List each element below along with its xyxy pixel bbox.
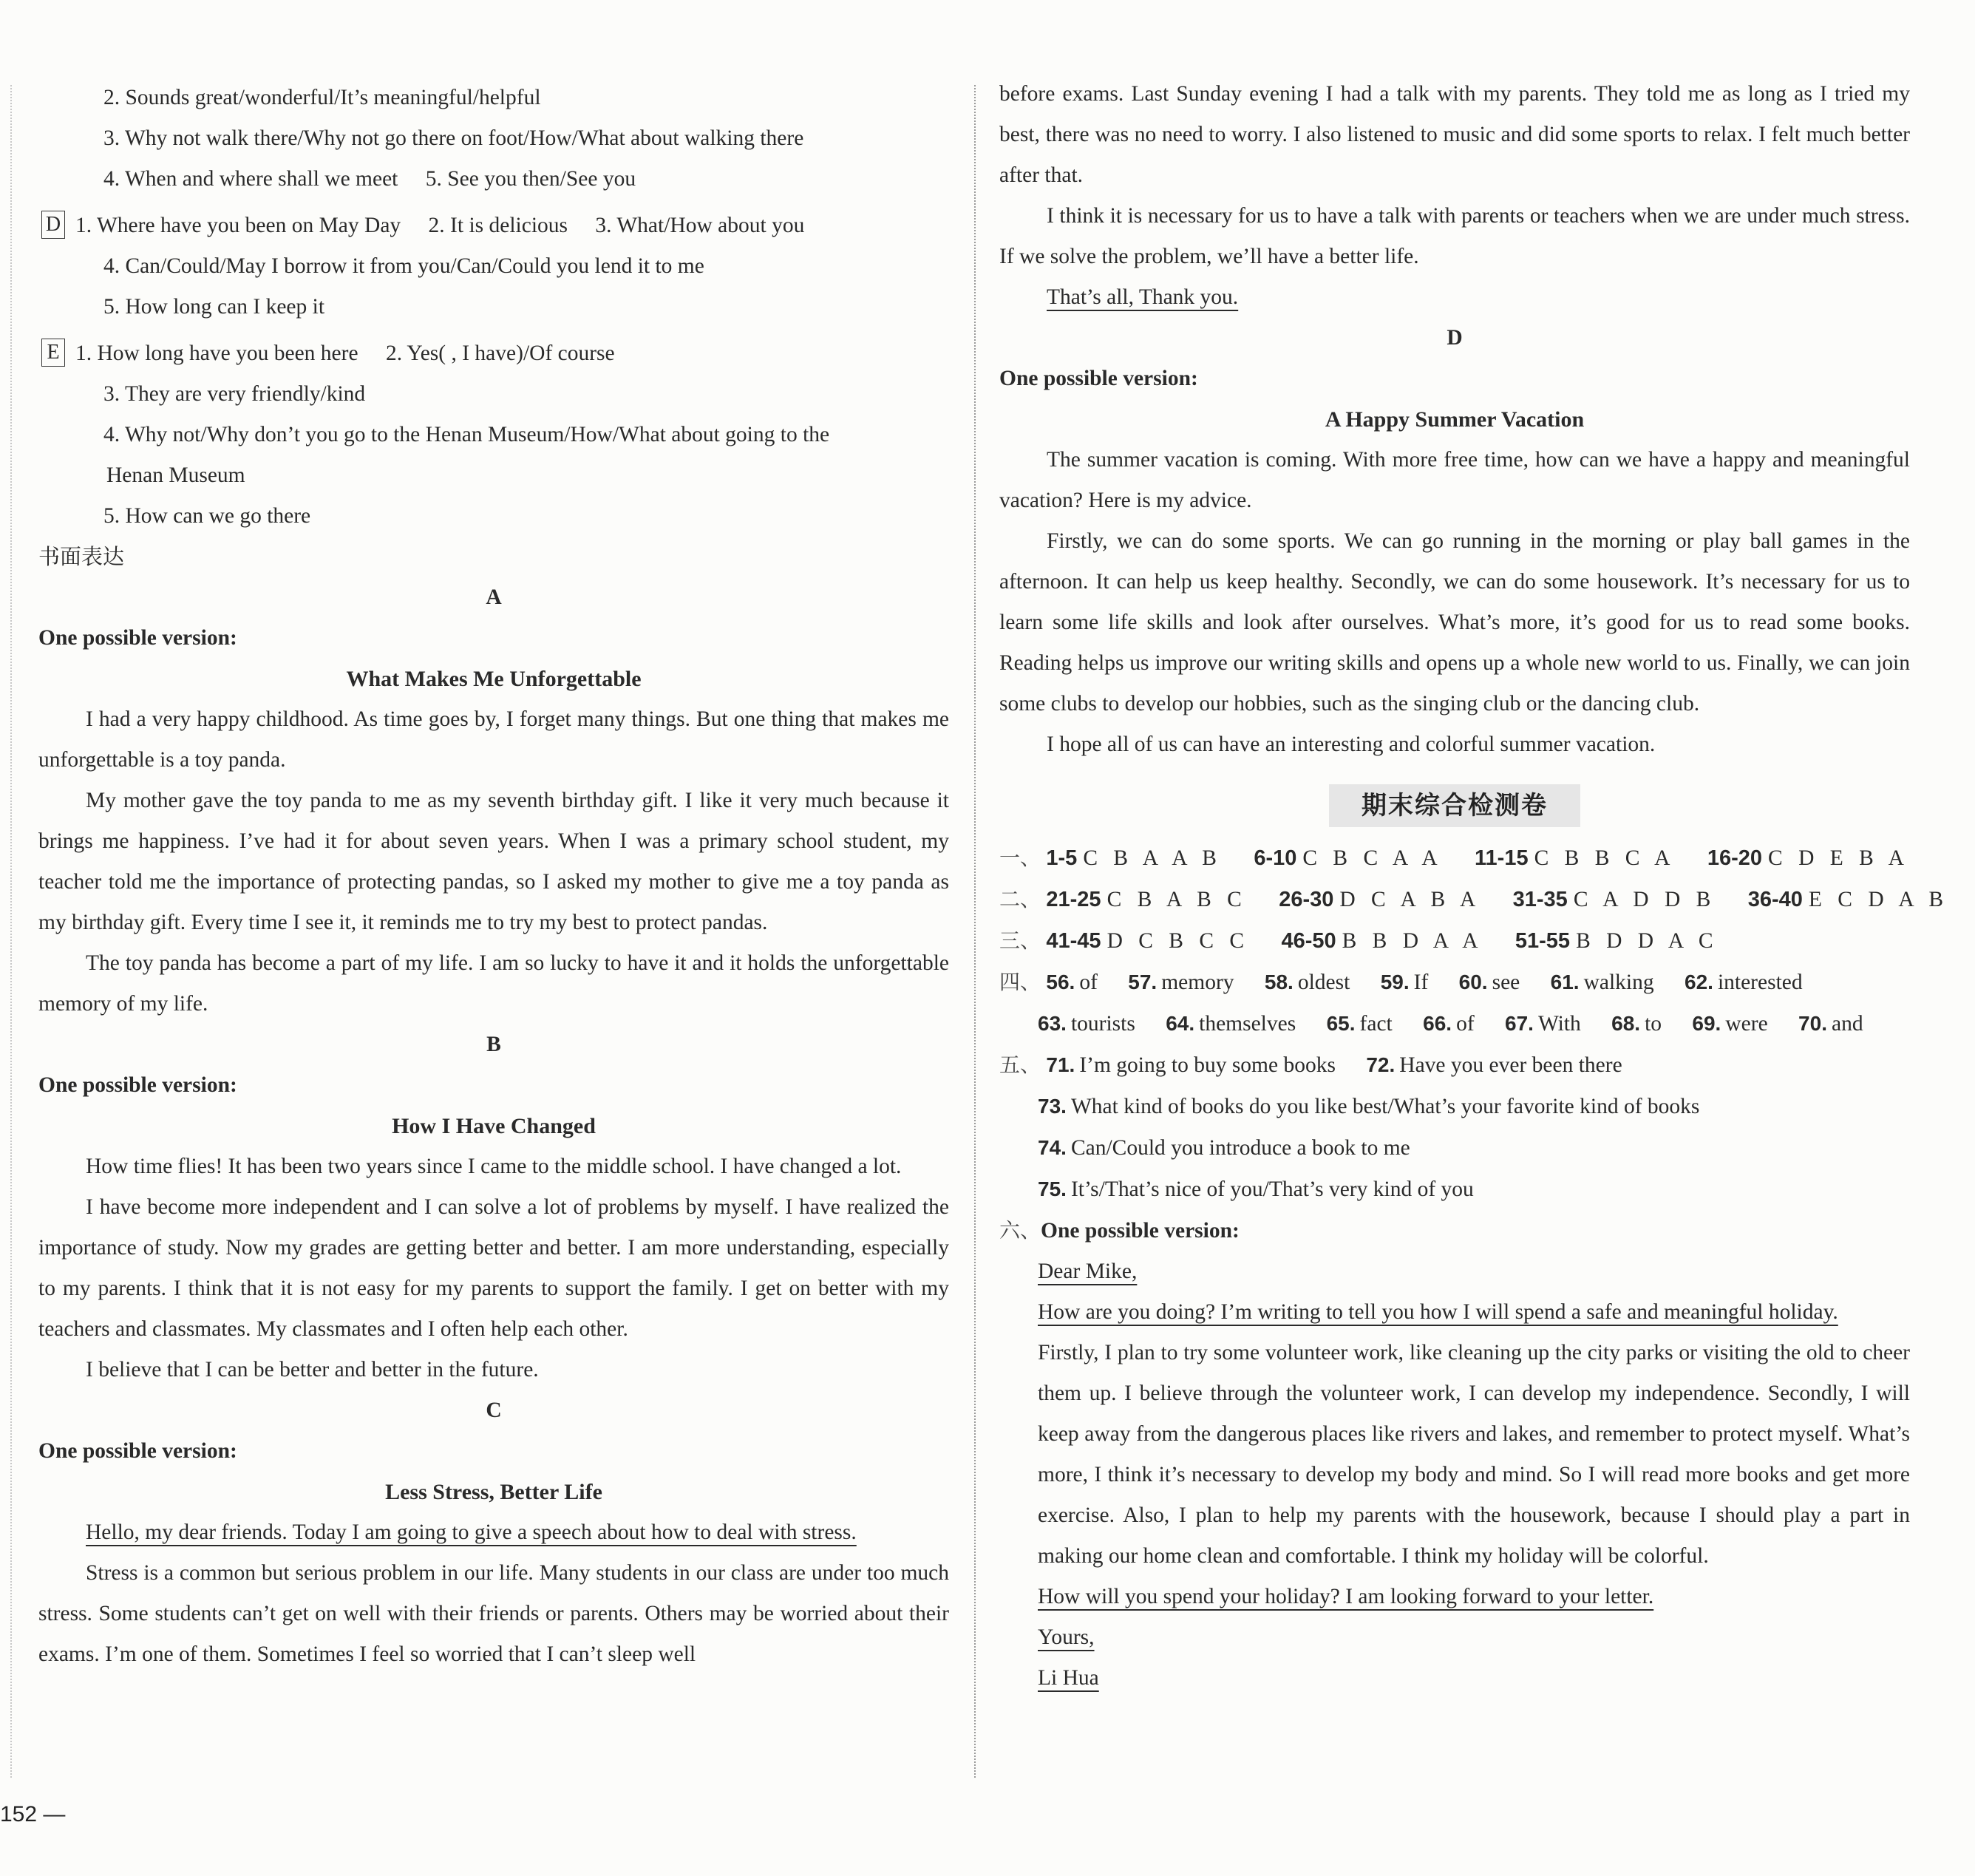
item-number: 67. (1505, 1012, 1534, 1035)
essay-title: What Makes Me Unforgettable (346, 667, 642, 691)
fill-answer: tourists (1070, 1012, 1135, 1036)
answer-line: 4. Why not/Why don’t you go to the Henan Museum/How/What about going to the (103, 423, 830, 446)
range: 46-50 (1281, 929, 1336, 953)
possible-version-label: One possible version: (999, 367, 1198, 390)
answers: C D E B A (1768, 846, 1909, 870)
fill-answer: Have you ever been there (1399, 1053, 1622, 1077)
fill-answer: memory (1161, 971, 1234, 994)
section-number: 三、 (999, 928, 1041, 953)
range: 1-5 (1046, 846, 1078, 870)
item-number: 75. (1038, 1177, 1067, 1200)
right-column (999, 74, 1949, 1699)
item-number: 66. (1423, 1012, 1452, 1035)
range: 51-55 (1515, 929, 1571, 953)
essay-intro-underlined (38, 1512, 949, 1553)
fill-answer: What kind of books do you like best/What’s your favorite kind of books (1070, 1095, 1700, 1118)
answers: C A D D B (1573, 888, 1716, 911)
answer-line-d (38, 205, 949, 246)
essay-paragraph: The toy panda has become a part of my life. I am so lucky to have it and it holds the unforgettable memory of my life. (38, 951, 949, 1016)
answers: C B C A A (1302, 846, 1443, 870)
fill-answer: were (1725, 1012, 1768, 1036)
item-number: 64. (1166, 1012, 1195, 1035)
page-number: 152 — (0, 1802, 66, 1826)
fill-answer: walking (1583, 971, 1654, 994)
answers: C B A A B (1083, 846, 1222, 870)
item-number: 61. (1550, 971, 1580, 993)
fill-answer: see (1492, 971, 1520, 994)
item-number: 69. (1692, 1012, 1721, 1035)
fill-answer: With (1537, 1012, 1581, 1036)
fill-answer: I’m going to buy some books (1079, 1053, 1336, 1077)
essay-paragraph: I think it is necessary for us to have a talk with parents or teachers when we are under much stress. If we solve the problem, we’ll have a better life. (999, 204, 1910, 268)
essay-paragraph: before exams. Last Sunday evening I had a talk with my parents. They told me as long as I tried my best, there was no need to worry. I also listened to music and did some sports to relax. I felt much better after that. (999, 82, 1910, 187)
fill-answer: It’s/That’s nice of you/That’s very kind of you (1070, 1177, 1474, 1201)
fill-answer: and (1831, 1012, 1863, 1036)
item-number: 72. (1366, 1053, 1396, 1076)
underlined-sentence: How will you spend your holiday? I am looking forward to your letter. (1038, 1585, 1654, 1608)
fill-answer: If (1413, 971, 1429, 994)
answer-item: 1. Where have you been on May Day (75, 214, 401, 237)
answer-line (38, 159, 949, 200)
answer-line: 3. Why not walk there/Why not go there on foot/How/What about walking there (103, 126, 804, 150)
section-label-box: D (41, 211, 65, 239)
answers: C B B C A (1534, 846, 1676, 870)
range: 21-25 (1046, 888, 1101, 911)
item-number: 58. (1264, 971, 1294, 993)
item-number: 56. (1046, 971, 1075, 993)
section-number: 五、 (999, 1053, 1041, 1077)
item-number: 63. (1038, 1012, 1067, 1035)
answer-line: Henan Museum (106, 463, 245, 487)
item-number: 57. (1128, 971, 1158, 993)
answer-row-sec5 (999, 1086, 1910, 1127)
range: 41-45 (1046, 929, 1101, 953)
answer-line: 5. How long can I keep it (103, 295, 325, 319)
possible-version-label: One possible version: (1041, 1219, 1240, 1243)
essay-paragraph: I had a very happy childhood. As time goes by, I forget many things. But one thing that makes me unforgettable is a toy panda. (38, 707, 949, 772)
binding-edge-dots (10, 85, 12, 1778)
answer-item: 2. Yes( , I have)/Of course (385, 341, 615, 365)
fill-answer: Can/Could you introduce a book to me (1070, 1136, 1410, 1160)
range: 11-15 (1475, 846, 1529, 870)
section-number: 六、 (999, 1218, 1041, 1243)
possible-version-label: One possible version: (38, 626, 237, 650)
answers: C B A B C (1107, 888, 1247, 911)
answer-row-sec4b (999, 1003, 1910, 1044)
answer-line: 4. Can/Could/May I borrow it from you/Can/Could you lend it to me (103, 254, 704, 278)
essay-title: A Happy Summer Vacation (1325, 407, 1585, 432)
letter-sign-off (1038, 1617, 1910, 1658)
column-divider (974, 85, 976, 1778)
section-number: 四、 (999, 970, 1041, 994)
essay-title: How I Have Changed (392, 1114, 596, 1138)
answer-line: 3. They are very friendly/kind (103, 382, 366, 406)
range: 26-30 (1279, 888, 1334, 911)
fill-answer: oldest (1297, 971, 1350, 994)
answer-row-sec2 (999, 879, 1949, 920)
essay-paragraph: How time flies! It has been two years since I came to the middle school. I have changed a lot. (86, 1155, 902, 1178)
letter-greeting (1038, 1251, 1910, 1292)
underlined-sentence: That’s all, Thank you. (1047, 285, 1239, 309)
answers: B D D A C (1576, 929, 1719, 953)
section-number: 一、 (999, 846, 1041, 870)
item-number: 59. (1380, 971, 1410, 993)
answer-row-sec5 (999, 1169, 1910, 1210)
left-column (38, 78, 949, 1675)
answer-row-sec3 (999, 920, 1910, 962)
answer-item: 3. What/How about you (595, 214, 805, 237)
fill-answer: fact (1359, 1012, 1393, 1036)
letter-closing (1038, 1577, 1910, 1617)
letter-body (999, 1251, 1910, 1699)
letter-signature (1038, 1658, 1910, 1699)
part-label: C (486, 1398, 502, 1422)
essay-paragraph: The summer vacation is coming. With more free time, how can we have a happy and meaningful vacation? Here is my advice. (999, 448, 1910, 512)
item-number: 70. (1798, 1012, 1827, 1035)
range: 6-10 (1254, 846, 1297, 870)
letter-paragraph: Firstly, I plan to try some volunteer work, like cleaning up the city parks or visiting the old to cheer them up. I believe through the volunteer work, I can develop my independence. Secondly, I will keep away from the dangerous places like rivers and lakes, and remember to protect myself. What’s more, I think it’s necessary to develop my body and mind. So I will read more books and get more exercise. Also, I plan to help my parents with the housework, because I should play a part in making our home clean and comfortable. I think my holiday will be colorful. (1038, 1341, 1910, 1568)
fill-answer: interested (1717, 971, 1803, 994)
underlined-sentence: Li Hua (1038, 1666, 1099, 1690)
answer-item: 2. It is delicious (428, 214, 568, 237)
answer-line-e (38, 333, 949, 374)
answer-row-sec4 (999, 962, 1910, 1003)
section-heading: 书面表达 (38, 544, 125, 569)
essay-paragraph: I have become more independent and I can solve a lot of problems by myself. I have realized the importance of study. Now my grades are getting better and better. I am more understanding, especially to my parents. I think that it is not easy for my parents to support the family. I get on better with my teachers and classmates. My classmates and I often help each other. (38, 1195, 949, 1341)
range: 16-20 (1707, 846, 1763, 870)
fill-answer: of (1079, 971, 1098, 994)
answer-row-sec1 (999, 837, 1910, 879)
answer-item: 4. When and where shall we meet (103, 167, 398, 191)
underlined-sentence: Hello, my dear friends. Today I am going to give a speech about how to deal with stress. (86, 1520, 857, 1544)
answer-line: 2. Sounds great/wonderful/It’s meaningful/helpful (103, 86, 541, 109)
essay-paragraph: I believe that I can be better and better in the future. (86, 1358, 539, 1381)
essay-closing-underlined (999, 277, 1910, 318)
answers: B B D A A (1342, 929, 1483, 953)
item-number: 73. (1038, 1095, 1067, 1118)
final-exam-banner: 期末综合检测卷 (1329, 784, 1580, 827)
answers: E C D A B (1808, 888, 1949, 911)
fill-answer: to (1645, 1012, 1662, 1036)
essay-title: Less Stress, Better Life (385, 1480, 602, 1504)
fill-answer: of (1456, 1012, 1475, 1036)
letter-opening (1038, 1292, 1910, 1333)
answers: D C B C C (1107, 929, 1250, 953)
part-label: D (1447, 326, 1463, 350)
item-number: 68. (1611, 1012, 1641, 1035)
part-label: B (486, 1033, 501, 1056)
item-number: 62. (1685, 971, 1713, 993)
possible-version-label: One possible version: (38, 1073, 237, 1097)
answer-row-sec5 (999, 1127, 1910, 1169)
underlined-sentence: Dear Mike, (1038, 1260, 1138, 1283)
item-number: 65. (1326, 1012, 1356, 1035)
answers: D C A B A (1339, 888, 1481, 911)
answer-row-sec5 (999, 1044, 1910, 1086)
essay-paragraph: My mother gave the toy panda to me as my seventh birthday gift. I like it very much because it brings me happiness. I’ve had it for about seven years. When I was a primary school student, my teacher told me the importance of protecting pandas, so I asked my mother to give me a toy panda as my birthday gift. Every time I see it, it reminds me to try my best to protect pandas. (38, 789, 949, 934)
answer-row-sec6 (999, 1210, 1910, 1251)
range: 36-40 (1747, 888, 1803, 911)
item-number: 71. (1046, 1053, 1075, 1076)
answer-item: 1. How long have you been here (75, 341, 358, 365)
underlined-sentence: How are you doing? I’m writing to tell you how I will spend a safe and meaningful holiday. (1038, 1300, 1838, 1324)
fill-answer: themselves (1199, 1012, 1296, 1036)
part-label: A (486, 585, 502, 609)
essay-paragraph: Stress is a common but serious problem in our life. Many students in our class are under too much stress. Some students can’t get on well with their friends or parents. Others may be worried about their exams. I’m one of them. Sometimes I feel so worried that I can’t sleep well (38, 1561, 949, 1666)
possible-version-label: One possible version: (38, 1439, 237, 1463)
underlined-sentence: Yours, (1038, 1625, 1095, 1649)
essay-paragraph: Firstly, we can do some sports. We can go running in the morning or play ball games in the afternoon. It can help us keep healthy. Secondly, we can do some housework. It’s necessary for us to learn some life skills and look after ourselves. What’s more, it’s good for us to read some books. Reading helps us improve our writing skills and opens up a whole new world to us. Finally, we can join some clubs to develop our hobbies, such as the singing club or the dancing club. (999, 529, 1910, 716)
section-label-box: E (41, 339, 65, 367)
range: 31-35 (1512, 888, 1568, 911)
section-number: 二、 (999, 887, 1041, 911)
essay-paragraph: I hope all of us can have an interesting and colorful summer vacation. (1047, 733, 1656, 756)
answer-item: 5. See you then/See you (425, 167, 636, 191)
answer-line: 5. How can we go there (103, 504, 311, 528)
item-number: 74. (1038, 1136, 1067, 1159)
item-number: 60. (1458, 971, 1488, 993)
